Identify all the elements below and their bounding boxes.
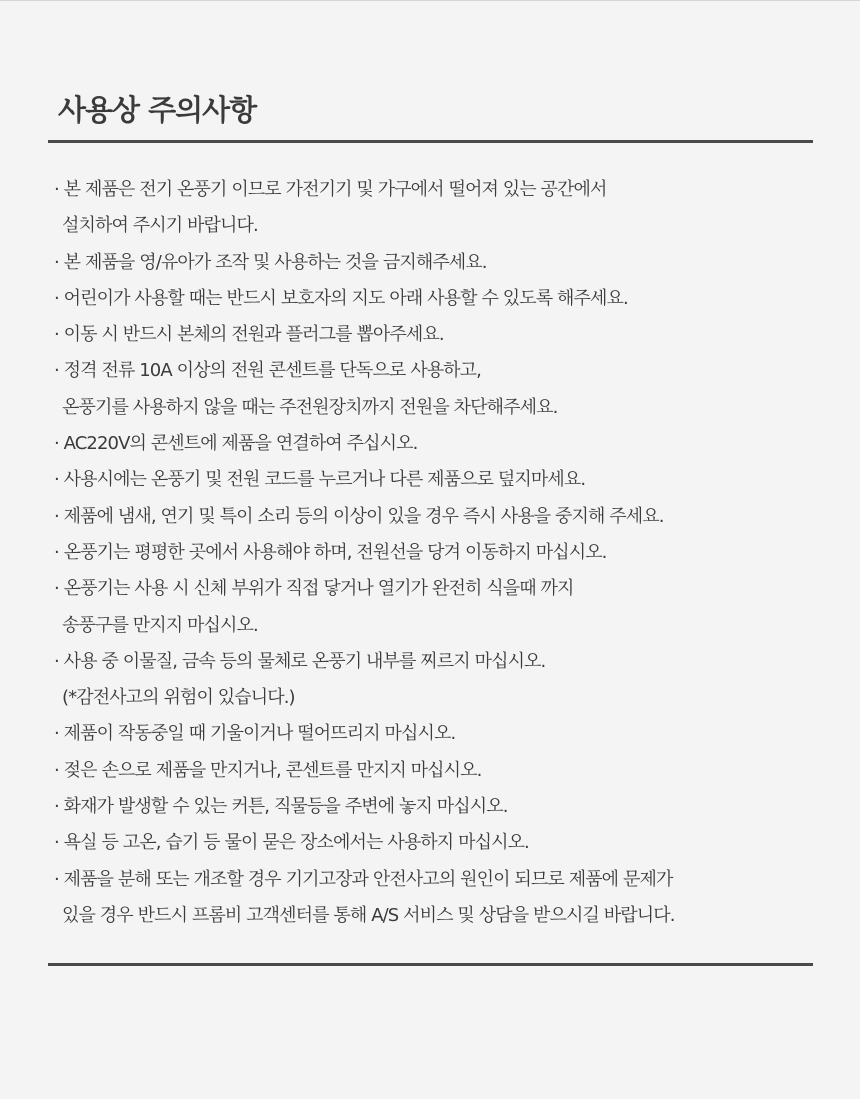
caution-item: · 욕실 등 고온, 습기 등 물이 묻은 장소에서는 사용하지 마십시오.	[54, 832, 529, 854]
caution-item: · 제품이 작동중일 때 기울이거나 떨어뜨리지 마십시오.	[54, 723, 456, 745]
caution-item: · 사용시에는 온풍기 및 전원 코드를 누르거나 다른 제품으로 덮지마세요.	[54, 469, 586, 491]
caution-item: · AC220V의 콘센트에 제품을 연결하여 주십시오.	[54, 433, 418, 455]
caution-item: · 본 제품은 전기 온풍기 이므로 가전기기 및 가구에서 떨어져 있는 공간에서	[54, 179, 607, 200]
page-title: 사용상 주의사항	[58, 93, 257, 127]
caution-item: · 본 제품을 영/유아가 조작 및 사용하는 것을 금지해주세요.	[54, 251, 487, 273]
caution-item: · 온풍기는 평평한 곳에서 사용해야 하며, 전원선을 당겨 이동하지 마십시오.	[54, 541, 607, 563]
caution-item: · 온풍기는 사용 시 신체 부위가 직접 닿거나 열기가 완전히 식을때 까지	[54, 578, 574, 600]
caution-item: · 어린이가 사용할 때는 반드시 보호자의 지도 아래 사용할 수 있도록 해주세요.	[54, 287, 628, 309]
caution-item-continuation: 있을 경우 반드시 프롬비 고객센터를 통해 A/S 서비스 및 상담을 받으시길 바랍니다.	[62, 904, 675, 926]
caution-item-continuation: (*감전사고의 위험이 있습니다.)	[62, 687, 295, 709]
caution-item: · 정격 전류 10A 이상의 전원 콘센트를 단독으로 사용하고,	[54, 360, 481, 382]
caution-item: · 이동 시 반드시 본체의 전원과 플러그를 뽑아주세요.	[54, 324, 444, 346]
caution-item: · 화재가 발생할 수 있는 커튼, 직물등을 주변에 놓지 마십시오.	[54, 796, 508, 818]
bottom-divider	[48, 963, 813, 966]
caution-item: · 제품에 냄새, 연기 및 특이 소리 등의 이상이 있을 경우 즉시 사용을 중지해 주세요.	[54, 505, 664, 527]
caution-item: · 제품을 분해 또는 개조할 경우 기기고장과 안전사고의 원인이 되므로 제품에 문제가	[54, 868, 673, 890]
title-divider	[48, 140, 813, 143]
caution-item-continuation: 송풍구를 만지지 마십시오.	[62, 614, 258, 636]
caution-item: · 젖은 손으로 제품을 만지거나, 콘센트를 만지지 마십시오.	[54, 759, 482, 781]
caution-item: · 사용 중 이물질, 금속 등의 물체로 온풍기 내부를 찌르지 마십시오.	[54, 650, 546, 672]
caution-item-continuation: 설치하여 주시기 바랍니다.	[62, 215, 258, 237]
caution-list	[54, 172, 814, 934]
top-border	[0, 0, 860, 1]
caution-item-continuation: 온풍기를 사용하지 않을 때는 주전원장치까지 전원을 차단해주세요.	[62, 396, 558, 418]
